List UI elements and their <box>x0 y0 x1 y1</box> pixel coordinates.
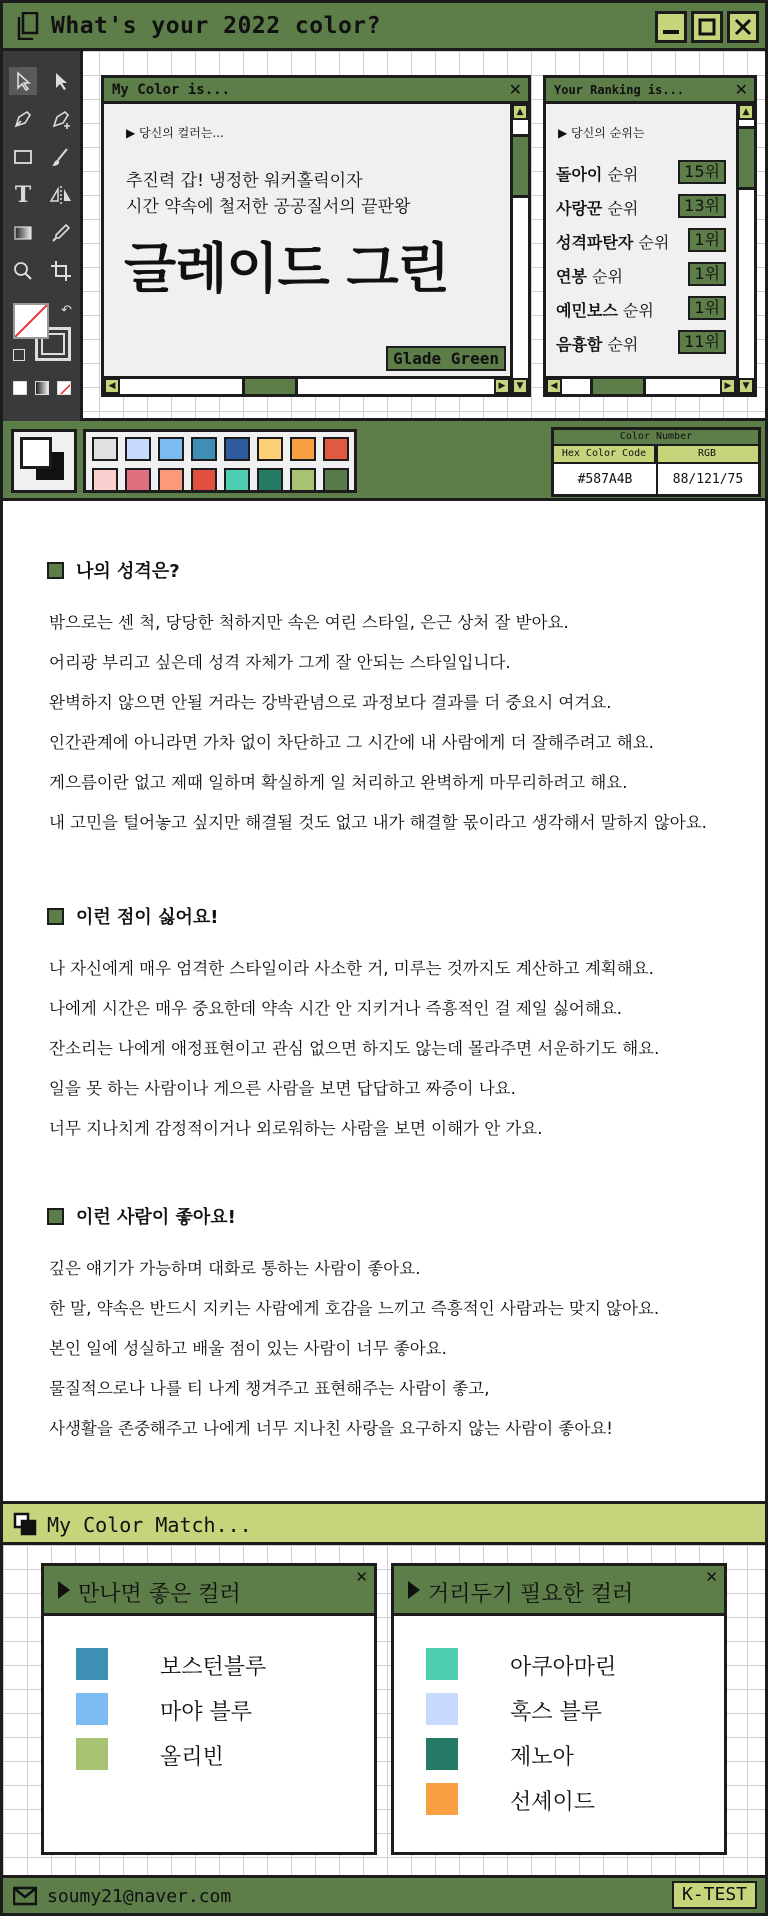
ranking-label <box>556 264 623 287</box>
k-test-badge[interactable]: K-TEST <box>672 1881 757 1909</box>
scroll-up-arrow[interactable]: ▲ <box>738 104 754 120</box>
close-icon[interactable]: ✕ <box>705 1568 718 1586</box>
ranking-suffix: 순위 <box>633 233 670 252</box>
scroll-thumb[interactable] <box>739 126 754 190</box>
match-color-name: 혹스 블루 <box>510 1700 603 1725</box>
match-bar <box>3 1501 765 1545</box>
scroll-thumb[interactable] <box>513 134 528 198</box>
ranking-suffix: 순위 <box>602 199 639 218</box>
ranking-value: 15위 <box>678 160 726 184</box>
palette-swatch[interactable] <box>191 437 217 461</box>
match-color-chip <box>76 1648 108 1680</box>
section-line: 나에게 시간은 매우 중요한데 약속 시간 안 지키거나 즉흥적인 걸 제일 싫어해요. <box>49 999 622 1018</box>
match-color-chip <box>76 1738 108 1770</box>
crop-tool-icon[interactable] <box>47 257 75 285</box>
section-square-icon <box>47 562 64 579</box>
ranking-value: 1위 <box>688 262 726 286</box>
document-icon <box>17 12 39 40</box>
section-line: 사생활을 존중해주고 나에게 너무 지나친 사랑을 요구하지 않는 사람이 좋아요! <box>49 1419 613 1438</box>
color-desc-line-1: 추진력 갑! 냉정한 워커홀릭이자 <box>126 171 363 191</box>
foreground-color-swatch[interactable] <box>20 437 52 469</box>
match-color-chip <box>426 1783 458 1815</box>
section-title <box>47 903 218 929</box>
section-line: 일을 못 하는 사람이나 게으른 사람을 보면 답답하고 짜증이 나요. <box>49 1079 516 1098</box>
color-number-box <box>551 427 761 497</box>
rectangle-tool-icon[interactable] <box>9 143 37 171</box>
ranking-panel-title: Your Ranking is... <box>554 83 685 97</box>
color-name-en: Glade Green <box>386 346 506 371</box>
pen-tool-icon[interactable] <box>9 105 37 133</box>
palette-swatch[interactable] <box>191 468 217 492</box>
section-title-text: 이런 사람이 좋아요! <box>76 1207 236 1228</box>
palette-swatch[interactable] <box>290 437 316 461</box>
section-line: 인간관계에 아니라면 가차 없이 차단하고 그 시간에 내 사람에게 더 잘해주려고 해요. <box>49 733 654 752</box>
match-color-name: 아쿠아마린 <box>510 1655 617 1680</box>
bad-colors-panel <box>391 1563 727 1855</box>
maximize-icon <box>697 17 717 37</box>
default-colors-icon[interactable] <box>13 349 25 361</box>
section-line: 본인 일에 성실하고 배울 점이 있는 사람이 너무 좋아요. <box>49 1339 447 1358</box>
scroll-right-arrow[interactable]: ▶ <box>720 378 736 394</box>
hex-label: Hex Color Code <box>554 446 656 464</box>
section-title-text: 나의 성격은? <box>76 561 180 582</box>
vertical-scrollbar[interactable] <box>510 104 528 394</box>
color-mode-fill-icon[interactable] <box>13 381 27 395</box>
palette-swatch[interactable] <box>323 468 349 492</box>
ranking-label <box>556 162 638 185</box>
ranking-suffix: 순위 <box>586 267 623 286</box>
section-line: 너무 지나치게 감정적이거나 외로워하는 사람을 보면 이해가 안 가요. <box>49 1119 543 1138</box>
my-color-panel-title: My Color is... <box>112 82 231 98</box>
section-title-text: 이런 점이 싫어요! <box>76 907 219 928</box>
section-line: 내 고민을 털어놓고 싶지만 해결될 것도 없고 내가 해결할 몫이라고 생각해서 말하지 않아요. <box>49 813 707 832</box>
ranking-value: 11위 <box>678 330 726 354</box>
zoom-tool-icon[interactable] <box>9 257 37 285</box>
ranking-row <box>556 194 726 220</box>
ranking-row <box>556 296 726 322</box>
ranking-name: 음흉함 <box>556 335 603 354</box>
scroll-up-arrow[interactable]: ▲ <box>512 104 528 120</box>
workspace <box>3 51 765 421</box>
color-swatches <box>83 429 357 493</box>
scroll-thumb[interactable] <box>242 379 298 394</box>
close-icon[interactable]: ✕ <box>355 1568 368 1586</box>
section-square-icon <box>47 908 64 925</box>
ranking-lead: ▶ 당신의 순위는 <box>558 126 645 140</box>
ranking-name: 연봉 <box>556 267 587 286</box>
match-color-chip <box>426 1648 458 1680</box>
match-color-name: 선셰이드 <box>510 1790 596 1815</box>
good-colors-panel <box>41 1563 377 1855</box>
ranking-row <box>556 160 726 186</box>
palette-swatch[interactable] <box>323 437 349 461</box>
color-name: 글레이드 그린 <box>124 237 449 300</box>
palette-swatch[interactable] <box>224 437 250 461</box>
palette-swatch[interactable] <box>92 468 118 492</box>
match-color-chip <box>426 1738 458 1770</box>
section-title <box>47 1203 236 1229</box>
close-icon[interactable]: ✕ <box>734 80 748 99</box>
ranking-panel-header <box>546 78 754 104</box>
horizontal-scrollbar[interactable] <box>104 376 510 394</box>
ranking-label <box>556 332 638 355</box>
reflect-tool-icon[interactable] <box>47 181 75 209</box>
tool-panel <box>3 51 83 421</box>
brush-tool-icon[interactable] <box>47 143 75 171</box>
window-title: What's your 2022 color? <box>51 13 381 39</box>
section-line: 나 자신에게 매우 엄격한 스타일이라 사소한 거, 미루는 것까지도 계산하고 계획해요. <box>49 959 654 978</box>
color-number-header: Color Number <box>554 430 758 446</box>
section-title <box>47 557 180 583</box>
palette-swatch[interactable] <box>158 437 184 461</box>
maximize-button[interactable] <box>691 11 723 43</box>
match-color-chip <box>76 1693 108 1725</box>
scroll-down-arrow[interactable]: ▼ <box>512 378 528 394</box>
close-icon <box>733 17 753 37</box>
my-color-panel <box>101 75 531 397</box>
color-lead: ▶ 당신의 컬러는... <box>126 126 224 140</box>
palette-swatch[interactable] <box>257 437 283 461</box>
foreground-background-swatch[interactable] <box>11 429 77 493</box>
color-mode-none-icon[interactable] <box>57 381 71 395</box>
horizontal-scrollbar[interactable] <box>546 376 736 394</box>
match-color-name: 올리빈 <box>160 1745 224 1770</box>
match-area <box>3 1545 765 1875</box>
ranking-name: 성격파탄자 <box>556 233 634 252</box>
rgb-label: RGB <box>656 446 758 464</box>
ranking-name: 돌아이 <box>556 165 603 184</box>
ranking-row <box>556 228 726 254</box>
section-line: 물질적으로나 나를 티 나게 챙겨주고 표현해주는 사람이 좋고, <box>49 1379 490 1398</box>
content-area <box>3 501 765 1501</box>
ranking-value: 1위 <box>688 296 726 320</box>
bad-colors-title: 거리두기 필요한 컬러 <box>428 1582 634 1607</box>
section-square-icon <box>47 1208 64 1225</box>
palette-swatch[interactable] <box>125 468 151 492</box>
match-color-name: 보스턴블루 <box>160 1655 267 1680</box>
title-bar <box>3 3 765 51</box>
ranking-suffix: 순위 <box>602 335 639 354</box>
fill-swatch[interactable] <box>13 303 49 339</box>
fill-stroke-swatches[interactable] <box>13 303 77 367</box>
close-button[interactable] <box>727 11 759 43</box>
scroll-left-arrow[interactable]: ◀ <box>546 378 562 394</box>
close-icon[interactable]: ✕ <box>508 80 522 99</box>
match-title: My Color Match... <box>47 1513 252 1537</box>
palette-swatch[interactable] <box>158 468 184 492</box>
triangle-icon <box>58 1581 70 1599</box>
ranking-row <box>556 330 726 356</box>
minimize-icon <box>661 17 681 37</box>
triangle-icon <box>408 1581 420 1599</box>
scroll-right-arrow[interactable]: ▶ <box>494 378 510 394</box>
ranking-panel <box>543 75 757 397</box>
scroll-down-arrow[interactable]: ▼ <box>738 378 754 394</box>
good-colors-title: 만나면 좋은 컬러 <box>78 1582 241 1607</box>
scroll-thumb[interactable] <box>590 379 646 394</box>
mail-icon <box>13 1886 37 1906</box>
palette-swatch[interactable] <box>257 468 283 492</box>
palette-swatch[interactable] <box>290 468 316 492</box>
rgb-value: 88/121/75 <box>672 472 744 487</box>
gradient-tool-icon[interactable] <box>9 219 37 247</box>
ranking-label <box>556 196 638 219</box>
eyedropper-tool-icon[interactable] <box>47 219 75 247</box>
add-anchor-tool-icon[interactable] <box>47 105 75 133</box>
palette-swatch[interactable] <box>125 437 151 461</box>
hex-value: #587A4B <box>577 472 633 487</box>
color-desc-line-2: 시간 약속에 철저한 공공질서의 끝판왕 <box>126 197 411 217</box>
ranking-value: 1위 <box>688 228 726 252</box>
vertical-scrollbar[interactable] <box>736 104 754 394</box>
section-line: 깊은 얘기가 가능하며 대화로 통하는 사람이 좋아요. <box>49 1259 421 1278</box>
ranking-value: 13위 <box>678 194 726 218</box>
select-tool-icon[interactable] <box>9 67 37 95</box>
section-line: 완벽하지 않으면 안될 거라는 강박관념으로 과정보다 결과를 더 중요시 여겨요. <box>49 693 612 712</box>
palette-bar <box>3 421 765 501</box>
type-tool-icon[interactable]: T <box>14 182 32 208</box>
ranking-row <box>556 262 726 288</box>
section-line: 한 말, 약속은 반드시 지키는 사람에게 호감을 느끼고 즉흥적인 사람과는 맞지 않아요. <box>49 1299 660 1318</box>
ranking-suffix: 순위 <box>617 301 654 320</box>
good-colors-header <box>44 1566 374 1616</box>
ranking-label <box>556 230 669 253</box>
match-color-chip <box>426 1693 458 1725</box>
footer <box>3 1875 765 1913</box>
section-line: 밖으로는 센 척, 당당한 척하지만 속은 여린 스타일, 은근 상처 잘 받아요. <box>49 613 569 632</box>
ranking-suffix: 순위 <box>602 165 639 184</box>
match-color-name: 마야 블루 <box>160 1700 253 1725</box>
section-line: 잔소리는 나에게 애정표현이고 관심 없으면 하지도 않는데 몰라주면 서운하기도 해요. <box>49 1039 660 1058</box>
ranking-label <box>556 298 654 321</box>
footer-email[interactable]: soumy21@naver.com <box>47 1886 232 1907</box>
swap-colors-icon[interactable]: ↶ <box>61 303 72 318</box>
color-mode-gradient-icon[interactable] <box>35 381 49 395</box>
scroll-left-arrow[interactable]: ◀ <box>104 378 120 394</box>
direct-select-tool-icon[interactable] <box>47 67 75 95</box>
bad-colors-header <box>394 1566 724 1616</box>
minimize-button[interactable] <box>655 11 687 43</box>
match-color-name: 제노아 <box>510 1745 574 1770</box>
ranking-name: 예민보스 <box>556 301 618 320</box>
palette-swatch[interactable] <box>224 468 250 492</box>
section-line: 어리광 부리고 싶은데 성격 자체가 그게 잘 안되는 스타일입니다. <box>49 653 511 672</box>
my-color-panel-header <box>104 78 528 104</box>
palette-swatch[interactable] <box>92 437 118 461</box>
overlap-squares-icon <box>13 1512 37 1536</box>
ranking-name: 사랑꾼 <box>556 199 603 218</box>
section-line: 게으름이란 없고 제때 일하며 확실하게 일 처리하고 완벽하게 마무리하려고 해요. <box>49 773 628 792</box>
